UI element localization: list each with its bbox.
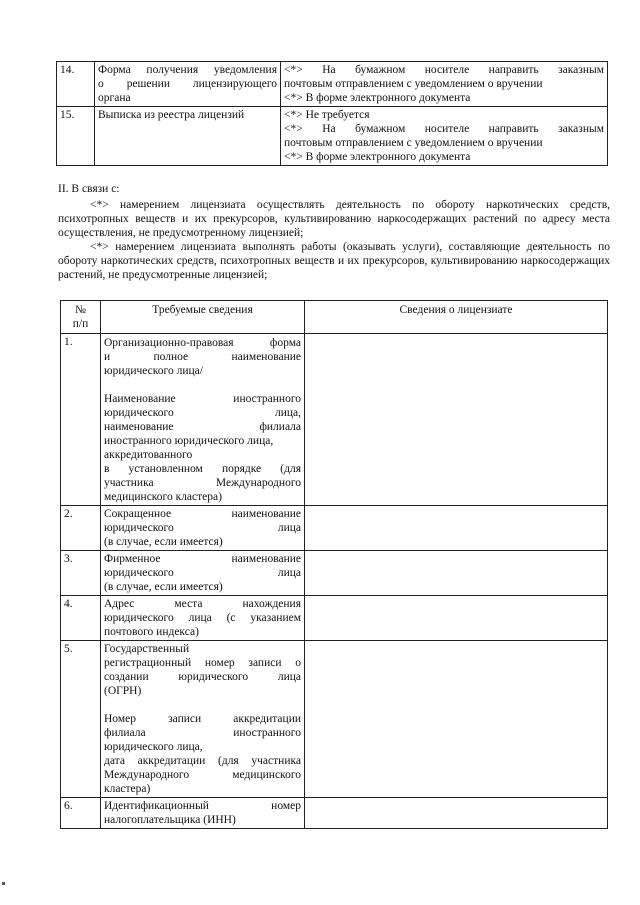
option-paper[interactable]: <*> На бумажном носителе направить заказным [284, 123, 604, 135]
section-ii [58, 182, 610, 282]
row-number: 4. [61, 596, 101, 641]
row-number: 15. [57, 107, 95, 166]
licensee-info-table [60, 300, 608, 829]
row-label: Форма получения уведомления о решении лицензирующего органа [95, 62, 281, 107]
row-label: Выписка из реестра лицензий [95, 107, 281, 166]
section-heading: II. В связи с: [58, 183, 120, 195]
row-label: Адрес места нахождения юридического лица (с указанием почтового индекса) [101, 596, 305, 641]
table-row [61, 334, 608, 506]
table-row [61, 506, 608, 551]
scan-dot [2, 882, 5, 885]
option-electronic[interactable]: <*> В форме электронного документа [284, 151, 471, 163]
header-info: Сведения о лицензиате [305, 301, 608, 334]
row-label: Организационно-правовая форма и полное наименование юридического лица/ Наименование иностранного юридического лица, наименование филиала иностранного юридического лица, аккредитованного в установленном порядке (для участника Международного медицинского кластера) [101, 334, 305, 506]
paragraph-works[interactable]: <*> намерением лицензиата выполнять работы (оказывать услуги), составляющие деятельность по обороту наркотических средств, психотропных веществ и их прекурсоров, культивированию наркосодержащих растений, не предусмотренные лицензией; [58, 241, 610, 281]
header-required: Требуемые сведения [101, 301, 305, 334]
row-number: 5. [61, 641, 101, 798]
row-number: 1. [61, 334, 101, 506]
row-label: Идентификационный номер налогоплательщика (ИНН) [101, 798, 305, 829]
option-paper[interactable]: <*> На бумажном носителе направить заказным [284, 64, 604, 76]
row-number: 6. [61, 798, 101, 829]
paragraph-address[interactable]: <*> намерением лицензиата осуществлять деятельность по обороту наркотических средств, психотропных веществ и их прекурсоров, культивированию наркосодержащих растений по адресу места осуществления, не предусмотренному лицензией; [58, 199, 610, 239]
row-label: Фирменное наименование юридического лица (в случае, если имеется) [101, 551, 305, 596]
table-row [61, 551, 608, 596]
option-not-required[interactable]: <*> Не требуется [284, 109, 370, 121]
table-row [61, 596, 608, 641]
licensee-value-cell[interactable] [305, 334, 608, 506]
row-number: 2. [61, 506, 101, 551]
continuation-table [56, 61, 608, 166]
row-number: 3. [61, 551, 101, 596]
table-row [61, 798, 608, 829]
row-value: <*> Не требуется <*> На бумажном носителе направить заказным почтовым отправлением с уведомлением о вручении <*> В форме электронного документа [281, 107, 608, 166]
licensee-value-cell[interactable] [305, 506, 608, 551]
table-header-row [61, 301, 608, 334]
licensee-value-cell[interactable] [305, 798, 608, 829]
header-number: № п/п [61, 301, 101, 334]
row-value: <*> На бумажном носителе направить заказным почтовым отправлением с уведомлением о вручении <*> В форме электронного документа [281, 62, 608, 107]
table-row [61, 641, 608, 798]
option-electronic[interactable]: <*> В форме электронного документа [284, 92, 471, 104]
row-label: Государственный регистрационный номер записи о создании юридического лица (ОГРН) Номер записи аккредитации филиала иностранного юридического лица, дата аккредитации (для участника Международного медицинского кластера) [101, 641, 305, 798]
licensee-value-cell[interactable] [305, 641, 608, 798]
licensee-value-cell[interactable] [305, 551, 608, 596]
row-number: 14. [57, 62, 95, 107]
row-label: Сокращенное наименование юридического лица (в случае, если имеется) [101, 506, 305, 551]
licensee-value-cell[interactable] [305, 596, 608, 641]
table-row [57, 107, 608, 166]
table-row [57, 62, 608, 107]
